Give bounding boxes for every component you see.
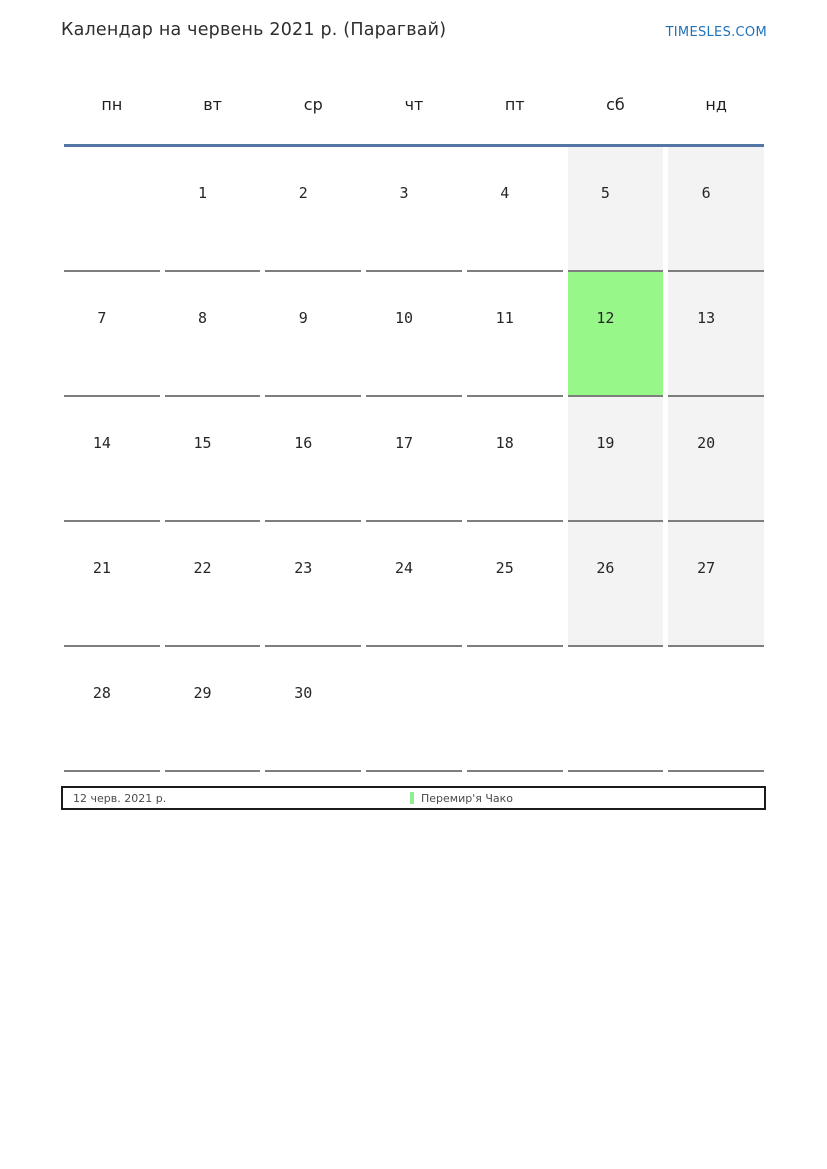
day-number: 8 [198,309,208,327]
day-number: 3 [399,184,409,202]
day-number: 30 [294,684,313,702]
day-cell-24 [366,522,462,647]
day-cell-2 [265,147,361,272]
day-cell-22 [165,522,261,647]
day-cell-30 [265,647,361,772]
day-cell-15 [165,397,261,522]
day-cell-23 [265,522,361,647]
legend-event-label: Перемир'я Чако [421,791,514,805]
day-cell-25 [467,522,563,647]
day-number: 6 [701,184,711,202]
day-cell-1 [165,147,261,272]
day-number: 25 [495,559,514,577]
weekday-label-нд: нд [705,95,727,114]
site-link[interactable]: TIMESLES.COM [665,25,767,40]
day-cell-16 [265,397,361,522]
weekday-label-пт: пт [504,95,525,114]
day-number: 24 [394,559,414,577]
day-number: 19 [596,434,615,452]
day-cell-18 [467,397,563,522]
day-cell-13 [668,272,764,397]
day-cell-8 [165,272,261,397]
day-number: 18 [495,434,514,452]
day-number: 7 [97,309,107,327]
day-number: 4 [500,184,510,202]
day-number: 27 [697,559,716,577]
empty-day-cell [668,647,764,772]
empty-day-cell [366,647,462,772]
calendar-grid [64,147,764,772]
day-number: 12 [596,309,615,327]
weekday-label-вт: вт [203,95,222,114]
day-cell-20 [668,397,764,522]
day-cell-21 [64,522,160,647]
day-cell-4 [467,147,563,272]
day-cell-3 [366,147,462,272]
day-number: 9 [298,309,308,327]
day-number: 15 [193,434,212,452]
day-number: 23 [294,559,313,577]
weekday-label-чт: чт [404,95,424,114]
day-number: 26 [596,559,615,577]
day-cell-6 [668,147,764,272]
event-marker-icon [410,792,414,804]
day-cell-19 [568,397,664,522]
weekday-header-row [64,80,764,147]
day-number: 2 [298,184,308,202]
day-number: 22 [193,559,212,577]
day-number: 13 [697,309,716,327]
legend-bar [61,786,766,810]
day-number: 21 [92,559,111,577]
day-number: 17 [394,434,414,452]
day-cell-10 [366,272,462,397]
weekday-label-ср: ср [303,95,323,114]
day-number: 5 [600,184,610,202]
calendar [64,80,764,772]
day-number: 16 [294,434,313,452]
day-cell-7 [64,272,160,397]
empty-day-cell [568,647,664,772]
day-number: 14 [92,434,111,452]
page-title: Календар на червень 2021 р. (Парагвай) [61,20,447,40]
day-cell-9 [265,272,361,397]
day-cell-29 [165,647,261,772]
empty-day-cell [467,647,563,772]
day-cell-5 [568,147,664,272]
empty-day-cell [64,147,160,272]
day-cell-12 [568,272,664,397]
weekday-label-пн: пн [101,95,123,114]
day-number: 11 [495,309,514,327]
weekday-label-сб: сб [606,95,625,114]
day-cell-26 [568,522,664,647]
day-number: 10 [394,309,414,327]
day-number: 29 [193,684,212,702]
day-number: 20 [697,434,716,452]
day-number: 1 [198,184,208,202]
day-cell-28 [64,647,160,772]
legend-event [410,788,513,808]
day-cell-11 [467,272,563,397]
day-number: 28 [92,684,111,702]
day-cell-14 [64,397,160,522]
day-cell-27 [668,522,764,647]
day-cell-17 [366,397,462,522]
legend-date: 12 черв. 2021 р. [73,791,167,805]
